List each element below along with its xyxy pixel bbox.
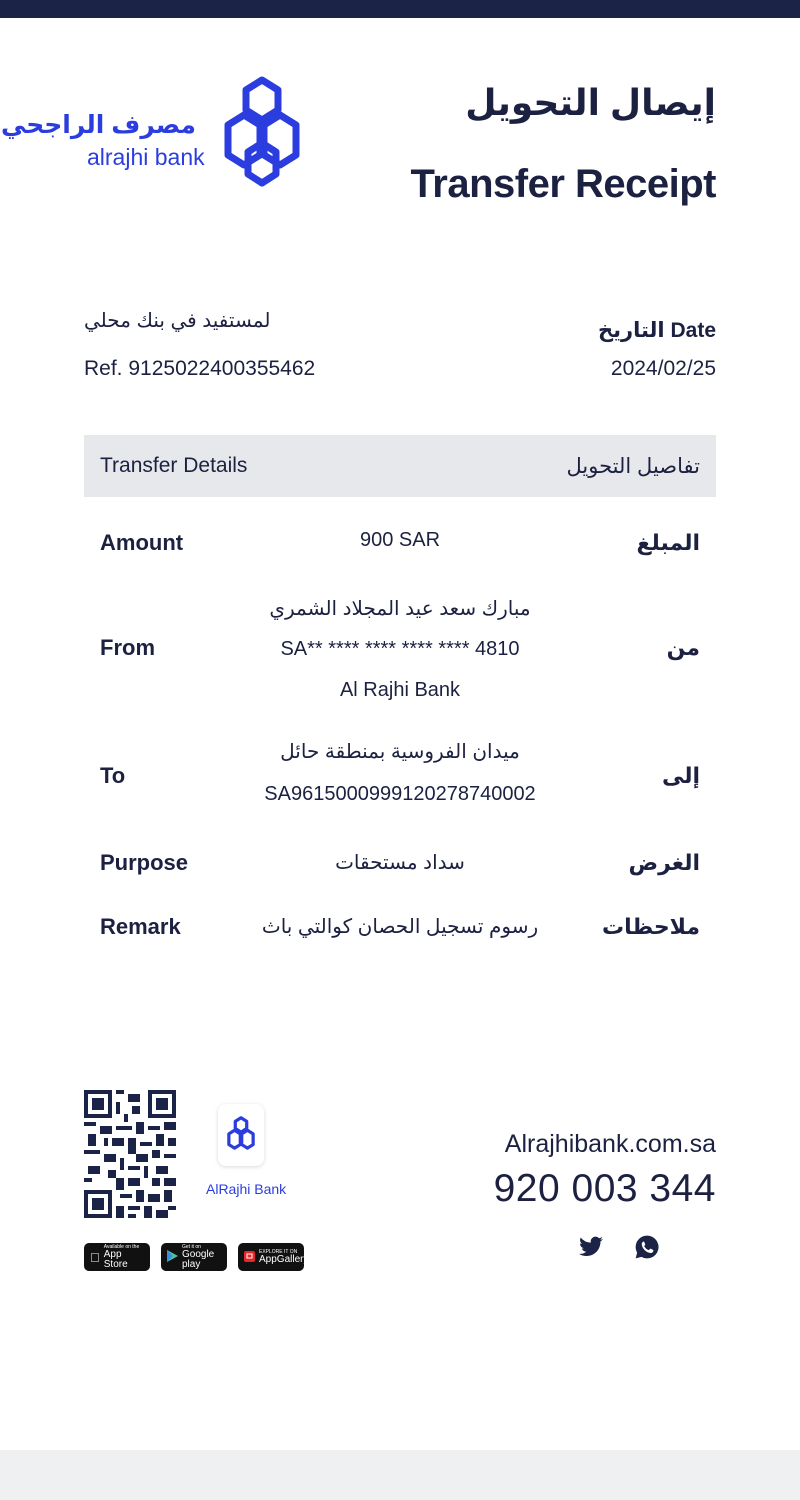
transfer-details-header	[84, 435, 716, 497]
whatsapp-icon[interactable]	[634, 1234, 660, 1260]
app-store-small: Available on the	[94, 1248, 130, 1255]
recipient-name: ميدان الفروسية بمنطقة حائل	[280, 741, 520, 763]
to-label-en: To	[100, 763, 126, 788]
beneficiary-type: لمستفيد في بنك محلي	[84, 310, 271, 332]
receipt-page	[0, 18, 800, 1450]
date-value: 2024/02/25	[610, 357, 716, 380]
amount-label-en: Amount	[100, 530, 184, 555]
app-store-badge[interactable]	[84, 1243, 150, 1271]
bottom-strip	[0, 1450, 800, 1500]
apple-icon	[90, 1250, 100, 1265]
qr-code-icon[interactable]	[84, 1090, 176, 1218]
bank-name-ar: مصرف الراجحي	[0, 111, 196, 139]
remark-value: رسوم تسجيل الحصان كوالتي باث	[261, 916, 539, 938]
app-store-big: App Store	[94, 1253, 139, 1265]
details-header-en: Transfer Details	[100, 454, 248, 477]
purpose-label-en: Purpose	[100, 850, 189, 875]
alrajhi-app-tile[interactable]	[218, 1104, 264, 1166]
app-name: AlRajhi Bank	[206, 1181, 287, 1197]
app-gallery-big: AppGallery	[259, 1253, 309, 1265]
twitter-icon[interactable]	[578, 1234, 604, 1260]
to-label-ar: إلى	[661, 763, 700, 788]
amount-value: 900 SAR	[359, 529, 441, 551]
bank-logo	[0, 60, 314, 190]
sender-bank: Al Rajhi Bank	[339, 679, 461, 701]
from-label-ar: من	[666, 635, 700, 660]
alrajhi-app-icon	[225, 1116, 257, 1156]
bank-name-en: alrajhi bank	[87, 144, 205, 170]
play-icon	[167, 1250, 178, 1265]
google-play-small: Get it on	[182, 1243, 201, 1250]
details-header-ar: تفاصيل التحويل	[566, 455, 700, 478]
sender-account: SA** **** **** **** **** 4810	[280, 638, 520, 660]
bank-phone[interactable]: 920 003 344	[493, 1167, 716, 1210]
google-play-badge[interactable]	[161, 1243, 227, 1271]
date-label: التاريخ Date	[597, 319, 716, 342]
purpose-label-ar: الغرض	[628, 850, 700, 875]
bank-website[interactable]: Alrajhibank.com.sa	[504, 1130, 716, 1158]
app-gallery-small: EXPLORE IT ON	[259, 1248, 298, 1255]
alrajhi-logo-icon	[220, 75, 304, 187]
top-bar	[0, 0, 800, 18]
sender-name: مبارك سعد عيد المجلاد الشمري	[269, 598, 531, 620]
reference-number: Ref. 9125022400355462	[84, 357, 316, 380]
huawei-icon	[244, 1250, 255, 1265]
title-ar: إيصال التحويل	[465, 82, 716, 123]
google-play-big: Google play	[182, 1248, 215, 1270]
from-label-en: From	[100, 635, 155, 660]
title-en: Transfer Receipt	[410, 162, 716, 206]
amount-label-ar: المبلغ	[636, 530, 700, 555]
purpose-value: سداد مستحقات	[335, 852, 465, 874]
remark-label-en: Remark	[100, 914, 181, 939]
remark-label-ar: ملاحظات	[602, 914, 700, 939]
app-gallery-badge[interactable]	[238, 1243, 309, 1271]
recipient-iban: SA9615000999120278740002	[264, 783, 536, 805]
